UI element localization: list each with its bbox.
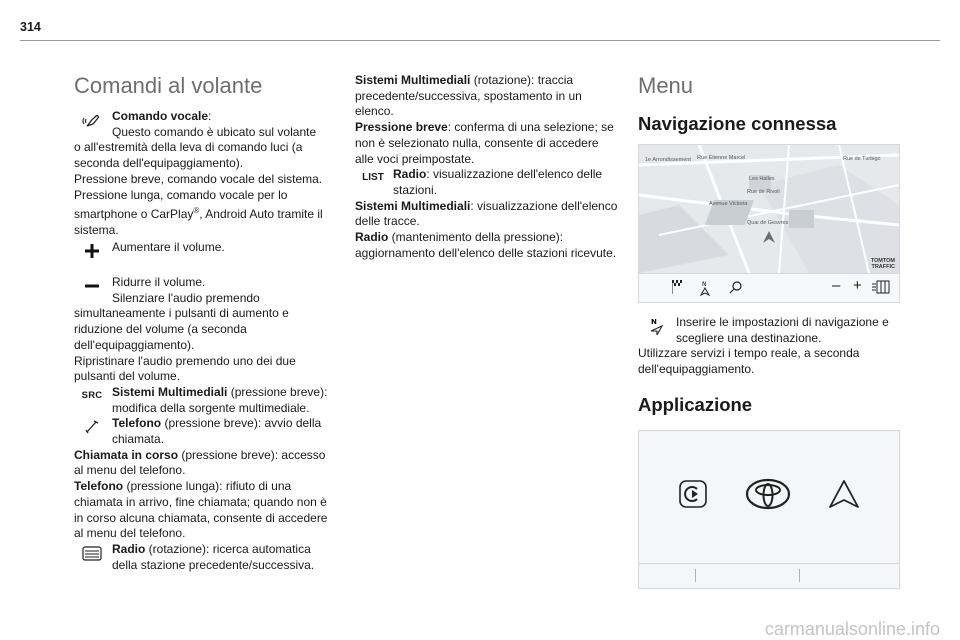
section-title-menu: Menu	[638, 73, 694, 98]
voice-long-pre: Pressione lunga, comando vocale per lo smartphone o CarPlay	[74, 187, 288, 222]
rotation-label: Sistemi Multimediali	[355, 73, 471, 87]
map-label-4: Rue de Rivoli	[747, 189, 780, 195]
navigation-screen	[638, 144, 900, 303]
subtitle-navigation: Navigazione connessa	[638, 113, 837, 134]
map-label-5: Avenue Victoria	[709, 201, 748, 207]
map-label-2: Rue de Turbigo	[843, 156, 881, 162]
multimedia-column	[355, 73, 620, 261]
bar-divider	[695, 569, 696, 582]
nav-desc-line2: scegliere una destinazione.	[676, 330, 822, 345]
android-auto-icon[interactable]	[828, 479, 860, 514]
volume-down-line1: Ridurre il volume.	[112, 275, 206, 290]
phone-item	[74, 416, 336, 447]
radio-label: Radio	[112, 541, 146, 556]
src-text: (pressione breve): modifica della sorgente multimediale.	[112, 384, 328, 415]
radio-text: (rotazione): ricerca automatica della stazione precedente/successiva.	[112, 541, 315, 572]
list-multi-label: Sistemi Multimediali	[355, 198, 471, 213]
map-label-3: Les Halles	[749, 176, 775, 182]
list-item	[355, 167, 620, 198]
plus-icon	[80, 241, 104, 261]
volume-up-item	[74, 240, 336, 271]
short-press-text: : conferma di una selezione; se non è selezionato nulla, consente di accedere alle voci preimpostate.	[355, 120, 614, 166]
phone-long-text: (pressione lunga): rifiuto di una chiamata in arrivo, fine chiamata; quando non è in corso alcuna chiamata, consente di accedere al menu del telefono.	[74, 479, 328, 541]
list-icon: LIST	[362, 172, 384, 184]
svg-text:N: N	[702, 281, 707, 288]
nav-desc-item	[638, 315, 900, 346]
page-number: 314	[20, 20, 41, 34]
navigation-icon	[644, 316, 668, 336]
voice-command-icon	[80, 110, 104, 130]
watermark: carmanualsonline.info	[764, 619, 940, 639]
app-icons-row	[639, 431, 899, 563]
nav-desc-line1: Inserire le impostazioni di navigazione e	[676, 315, 889, 329]
map-settings-icon[interactable]	[872, 280, 890, 299]
map-label-1: Rue Étienne Marcel	[697, 155, 746, 161]
radio-icon	[80, 543, 104, 563]
volume-up-text: Aumentare il volume.	[112, 239, 225, 254]
zoom-out-icon[interactable]: –	[832, 277, 841, 294]
voice-long	[74, 188, 336, 239]
minus-icon	[80, 276, 104, 296]
voice-colon: :	[208, 109, 212, 123]
src-label: Sistemi Multimediali	[112, 384, 228, 399]
menu-column	[638, 60, 900, 589]
list-radio-text: : visualizzazione dell'elenco delle stazioni.	[393, 167, 603, 197]
app-bottom-bar	[639, 563, 899, 588]
map-label-0: 1e Arrondissement	[645, 157, 691, 163]
steering-controls-column	[74, 60, 336, 573]
rotation-text: (rotazione): traccia precedente/successiva, spostamento in un elenco.	[355, 73, 582, 119]
phone-long-label: Telefono	[74, 479, 124, 494]
subtitle-application: Applicazione	[638, 393, 753, 415]
voice-line1: Questo comando è ubicato sul volante	[112, 124, 317, 139]
flag-icon[interactable]	[672, 280, 684, 299]
nav-toolbar	[639, 273, 899, 302]
radio-long-text: (mantenimento della pressione): aggiornamento dell'elenco delle stazioni ricevute.	[355, 230, 617, 260]
section-title-steering: Comandi al volante	[74, 73, 263, 98]
list-multi-text: : visualizzazione dell'elenco delle tracce.	[355, 198, 618, 229]
toyota-logo-icon[interactable]	[745, 478, 791, 515]
search-icon[interactable]	[729, 280, 743, 299]
north-arrow-icon[interactable]	[699, 280, 711, 301]
zoom-in-icon[interactable]: +	[853, 277, 862, 294]
header-rule	[20, 40, 940, 41]
map-view[interactable]	[639, 145, 899, 273]
phone-text: (pressione breve): avvio della chiamata.	[112, 416, 322, 447]
volume-down-rest: simultaneamente i pulsanti di aumento e riduzione del volume (a seconda dell'equipaggiamento).	[74, 306, 289, 352]
radio-long-label: Radio	[355, 230, 389, 245]
voice-command-item	[74, 109, 336, 140]
volume-down-line2: Silenziare l'audio premendo	[112, 290, 260, 305]
bar-divider	[799, 569, 800, 582]
voice-rest: o all'estremità della leva di comando luci (a seconda dell'equipaggiamento).	[74, 140, 303, 171]
nav-desc-rest: Utilizzare servizi i tempo reale, a seconda dell'equipaggiamento.	[638, 346, 860, 377]
src-icon: SRC	[81, 390, 103, 402]
volume-down-item	[74, 275, 336, 306]
phone-icon	[80, 417, 104, 437]
volume-restore: Ripristinare l'audio premendo uno dei due pulsanti del volume.	[74, 353, 296, 384]
map-label-6: Quai de Gesvres	[747, 220, 789, 226]
svg-text:N: N	[651, 318, 657, 326]
radio-item	[74, 542, 336, 573]
carplay-icon[interactable]	[678, 479, 708, 514]
call-label: Chiamata in corso	[74, 447, 179, 462]
registered-mark: ®	[193, 206, 200, 216]
voice-short: Pressione breve, comando vocale del sistema.	[74, 171, 323, 186]
application-screen	[638, 430, 900, 589]
list-radio-label: Radio	[393, 167, 427, 182]
phone-label: Telefono	[112, 416, 162, 431]
src-item	[74, 385, 336, 416]
call-text: (pressione breve): accesso al menu del telefono.	[74, 447, 326, 478]
short-press-label: Pressione breve	[355, 120, 448, 135]
tomtom-logo: TOMTOM TRAFFIC	[870, 258, 895, 270]
voice-long-post: , Android Auto tramite il sistema.	[74, 207, 323, 237]
voice-label: Comando vocale	[112, 109, 209, 123]
